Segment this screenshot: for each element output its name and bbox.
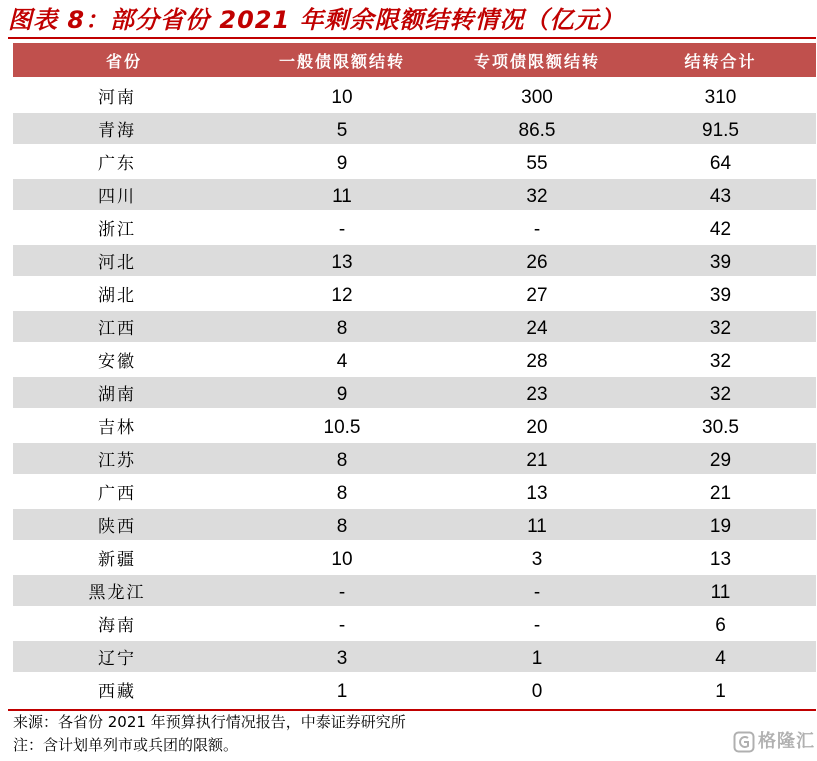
cell-province: 江西	[98, 319, 136, 339]
cell-general-bond: 8	[336, 482, 348, 504]
table-row	[13, 245, 816, 276]
cell-general-bond: 8	[336, 515, 348, 537]
cell-special-bond: 32	[526, 185, 548, 207]
cell-total: 42	[709, 218, 732, 240]
cell-total: 13	[709, 548, 732, 570]
table-row	[13, 311, 816, 342]
cell-province: 新疆	[98, 550, 136, 570]
cell-special-bond: 0	[531, 680, 543, 702]
table-row	[13, 575, 816, 606]
header-special-bond: 专项债限额结转	[473, 51, 600, 71]
table-row	[13, 278, 816, 309]
cell-province: 广东	[98, 154, 136, 174]
cell-total: 91.5	[702, 119, 739, 141]
cell-special-bond: 20	[526, 416, 548, 438]
cell-province: 吉林	[98, 418, 136, 438]
cell-general-bond: 10	[331, 548, 353, 570]
cell-province: 湖北	[98, 286, 136, 306]
cell-total: 11	[710, 581, 731, 603]
cell-general-bond: 9	[336, 152, 348, 174]
cell-total: 21	[709, 482, 732, 504]
cell-province: 安徽	[98, 352, 136, 372]
cell-province: 西藏	[98, 682, 136, 702]
cell-total: 43	[709, 185, 732, 207]
cell-general-bond: 1	[336, 680, 348, 702]
cell-total: 32	[709, 350, 732, 372]
watermark	[733, 727, 815, 757]
cell-total: 29	[709, 449, 732, 471]
table-row	[13, 212, 816, 243]
table-row	[13, 80, 816, 111]
cell-province: 江苏	[98, 451, 136, 471]
table-row	[13, 377, 816, 408]
table-row	[13, 113, 816, 144]
header-total: 结转合计	[684, 51, 757, 71]
cell-special-bond: 21	[526, 449, 548, 471]
cell-province: 广西	[98, 484, 136, 504]
cell-special-bond: 3	[531, 548, 543, 570]
cell-general-bond: 10	[331, 86, 353, 108]
cell-general-bond: -	[338, 614, 346, 636]
cell-special-bond: 300	[521, 86, 553, 108]
cell-province: 湖南	[98, 385, 136, 405]
table-row	[13, 608, 816, 639]
table-row	[13, 509, 816, 540]
cell-province: 浙江	[98, 220, 136, 240]
table-row	[13, 146, 816, 177]
cell-total: 310	[704, 86, 737, 108]
table-body	[13, 80, 816, 707]
cell-total: 19	[709, 515, 732, 537]
cell-special-bond: 28	[526, 350, 548, 372]
cell-general-bond: -	[338, 218, 346, 240]
cell-special-bond: 23	[526, 383, 548, 405]
cell-province: 辽宁	[98, 649, 136, 669]
cell-total: 1	[715, 680, 726, 702]
cell-province: 四川	[98, 187, 136, 207]
cell-general-bond: 12	[331, 284, 353, 306]
cell-special-bond: 11	[527, 515, 547, 537]
table-row	[13, 641, 816, 672]
cell-general-bond: 10.5	[323, 416, 361, 438]
cell-total: 30.5	[702, 416, 739, 438]
table-row	[13, 542, 816, 573]
cell-special-bond: 26	[526, 251, 548, 273]
header-general-bond: 一般债限额结转	[278, 51, 405, 71]
cell-general-bond: 5	[336, 119, 348, 141]
table-row	[13, 443, 816, 474]
cell-total: 39	[709, 251, 732, 273]
gelonghui-logo-icon	[733, 731, 755, 753]
cell-special-bond: 27	[526, 284, 548, 306]
cell-province: 海南	[98, 616, 136, 636]
cell-total: 64	[709, 152, 732, 174]
cell-special-bond: 24	[526, 317, 548, 339]
cell-general-bond: 3	[336, 647, 348, 669]
table-row	[13, 344, 816, 375]
cell-province: 河北	[98, 253, 136, 273]
table-row	[13, 674, 816, 705]
cell-special-bond: -	[533, 581, 541, 603]
table-row	[13, 179, 816, 210]
figure-title: 图表 8：部分省份 2021 年剩余限额结转情况（亿元）	[8, 6, 625, 34]
source-note: 来源：各省份 2021 年预算执行情况报告，中泰证券研究所	[13, 713, 406, 731]
cell-province: 青海	[98, 121, 136, 141]
table-row	[13, 410, 816, 441]
cell-special-bond: 55	[526, 152, 548, 174]
cell-special-bond: 13	[526, 482, 548, 504]
cell-special-bond: 86.5	[518, 119, 556, 141]
cell-special-bond: 1	[531, 647, 543, 669]
table-row	[13, 476, 816, 507]
cell-general-bond: 4	[336, 350, 348, 372]
footnote: 注：含计划单列市或兵团的限额。	[13, 736, 239, 754]
header-province: 省份	[105, 51, 142, 71]
cell-province: 陕西	[98, 517, 136, 537]
cell-total: 39	[709, 284, 732, 306]
cell-special-bond: -	[533, 218, 541, 240]
cell-general-bond: 8	[336, 449, 348, 471]
cell-general-bond: 9	[336, 383, 348, 405]
cell-general-bond: -	[338, 581, 346, 603]
cell-total: 32	[709, 383, 732, 405]
cell-special-bond: -	[533, 614, 541, 636]
cell-general-bond: 11	[332, 185, 352, 207]
cell-province: 黑龙江	[88, 583, 146, 603]
cell-total: 6	[715, 614, 726, 636]
cell-total: 32	[709, 317, 732, 339]
cell-province: 河南	[98, 88, 136, 108]
table-header	[13, 43, 816, 77]
watermark-text: 格隆汇	[758, 731, 815, 752]
cell-total: 4	[715, 647, 726, 669]
title-divider	[8, 37, 816, 39]
cell-general-bond: 8	[336, 317, 348, 339]
cell-general-bond: 13	[331, 251, 353, 273]
